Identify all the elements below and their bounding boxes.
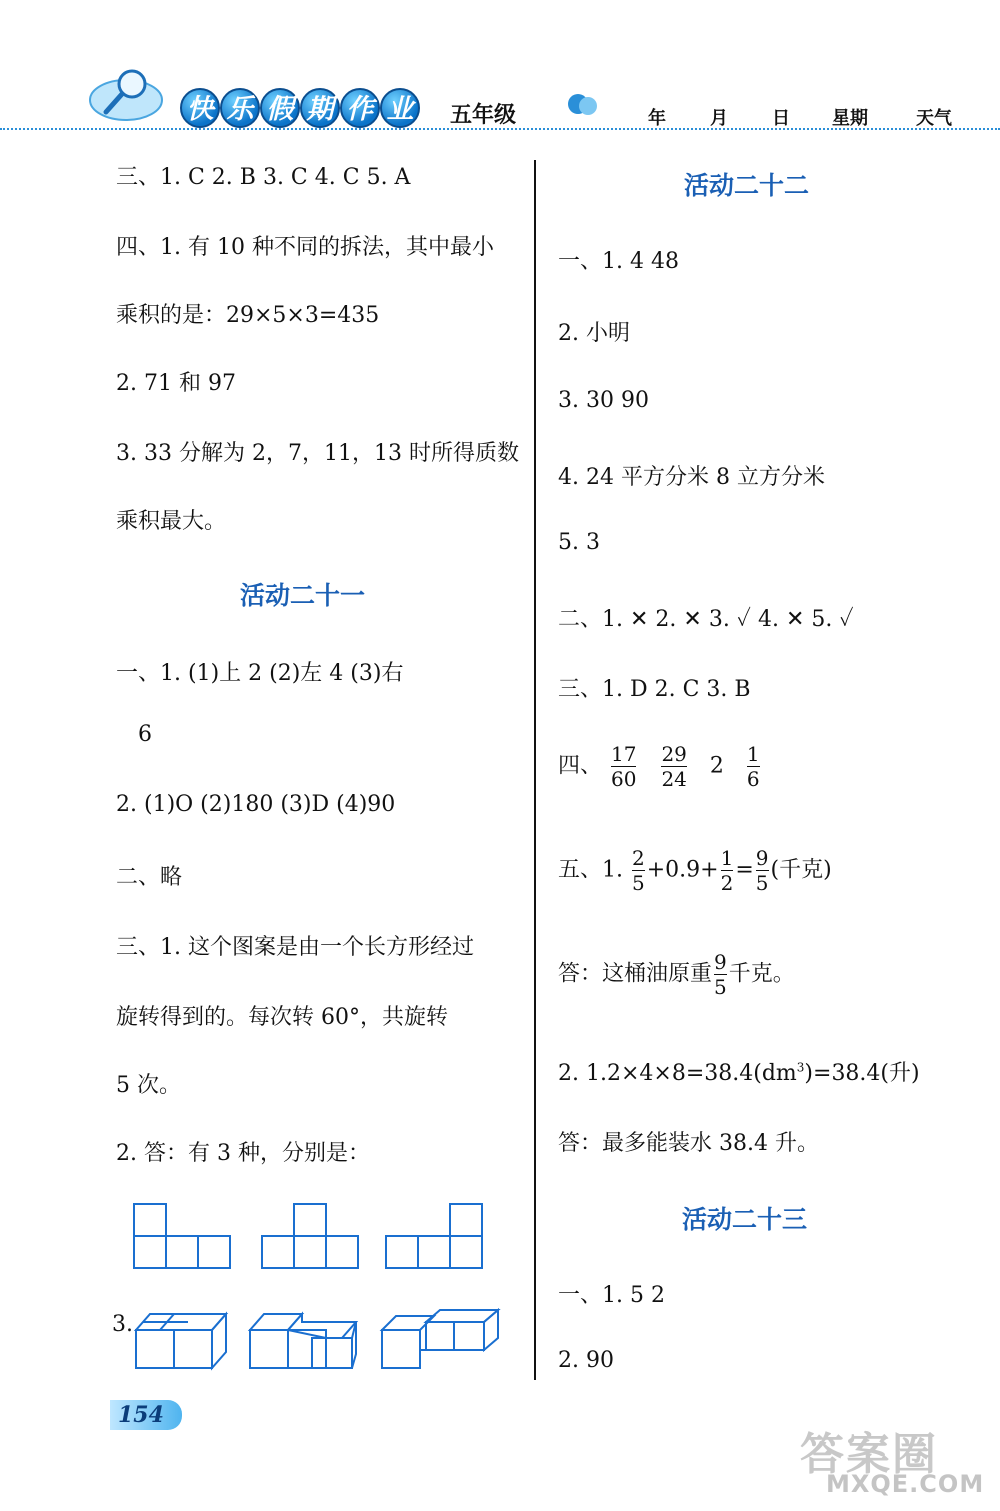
fraction: $\frac{1}{2}$	[720, 846, 734, 895]
answer-line: 2. 71 和 97	[116, 371, 236, 396]
title-char-6: 业	[380, 88, 420, 128]
answer-line	[558, 950, 795, 999]
number: 2	[709, 753, 724, 779]
answer-line: 3. 33 分解为 2，7，11，13 时所得质数	[116, 441, 519, 466]
answer-line: 四、1. 有 10 种不同的拆法，其中最小	[116, 235, 494, 260]
square-figures	[130, 1200, 510, 1272]
weather-label: 天气	[916, 108, 952, 129]
section-heading-22: 活动二十二	[684, 171, 810, 200]
answer-line: 3. 30 90	[558, 388, 649, 413]
answer-line: 二、略	[116, 865, 183, 890]
column-separator	[534, 160, 536, 1380]
answer-line: 三、1. 这个图案是由一个长方形经过	[116, 935, 474, 960]
title-char-4: 期	[300, 88, 340, 128]
fraction-answer-line	[558, 742, 762, 791]
expression: +0.9+	[646, 857, 719, 883]
title-char-2: 乐	[220, 88, 260, 128]
answer-line: 二、1. ✕ 2. ✕ 3. ✓ 4. ✕ 5. ✓	[558, 607, 854, 632]
watermark-bottom: MXQE.COM	[826, 1470, 985, 1498]
fraction: $\frac{17}{60}$	[611, 742, 637, 791]
watermark-top: 答案圈	[800, 1429, 938, 1480]
superscript: 3	[796, 1060, 805, 1075]
equation-line	[558, 1056, 920, 1087]
month-label: 月	[710, 108, 728, 129]
fraction: $\frac{29}{24}$	[661, 742, 687, 791]
answer-line: 3.	[112, 1312, 133, 1337]
year-label: 年	[648, 108, 666, 129]
text: )=38.4(升)	[804, 1061, 920, 1086]
answer-line: 5. 3	[558, 530, 600, 555]
equation-line	[558, 846, 832, 895]
answer-line: 2. 90	[558, 1348, 614, 1373]
prefix: 五、1.	[558, 857, 623, 883]
fraction: $\frac{9}{5}$	[755, 846, 769, 895]
answer-line: 2. 答：有 3 种，分别是：	[116, 1141, 370, 1166]
answer-line: 4. 24 平方分米 8 立方分米	[558, 465, 825, 490]
answer-line: 三、1. C 2. B 3. C 4. C 5. A	[116, 165, 411, 190]
text: 2. 1.2×4×8=38.4(dm	[558, 1061, 797, 1086]
answer-line: 2. 小明	[558, 321, 630, 346]
equals: =	[735, 857, 754, 883]
answer-line: 2. (1)O (2)180 (3)D (4)90	[116, 792, 396, 817]
answer-line: 一、1. (1)上 2 (2)左 4 (3)右	[116, 661, 404, 686]
day-label: 日	[772, 108, 790, 129]
prefix: 四、	[558, 753, 603, 779]
header-divider	[0, 128, 1000, 130]
section-heading-21: 活动二十一	[240, 581, 366, 610]
title-char-5: 作	[340, 88, 380, 128]
title-char-1: 快	[180, 88, 220, 128]
weekday-label: 星期	[832, 108, 868, 129]
answer-line: 乘积最大。	[116, 509, 227, 534]
answer-line: 6	[138, 722, 152, 747]
answer-line: 答：最多能装水 38.4 升。	[558, 1131, 819, 1156]
magnifier-logo-icon	[88, 62, 168, 124]
answer-line: 三、1. D 2. C 3. B	[558, 677, 751, 702]
fraction: $\frac{9}{5}$	[714, 950, 727, 999]
grade-label: 五年级	[450, 103, 517, 128]
answer-line: 旋转得到的。每次转 60°，共旋转	[116, 1005, 448, 1030]
answer-line: 乘积的是：29×5×3=435	[116, 303, 380, 328]
section-heading-23: 活动二十三	[682, 1205, 808, 1234]
cube-figures	[130, 1306, 510, 1374]
answer-line: 一、1. 4 48	[558, 249, 679, 274]
page-number-tab	[110, 1400, 182, 1430]
text: 千克。	[728, 961, 795, 987]
unit: (千克)	[770, 857, 832, 883]
fraction: $\frac{1}{6}$	[746, 742, 760, 791]
text: 答：这桶油原重	[558, 961, 713, 987]
answer-line: 一、1. 5 2	[558, 1283, 665, 1308]
page-number: 154	[118, 1402, 164, 1428]
answer-line: 5 次。	[116, 1073, 181, 1098]
title-char-3: 假	[260, 88, 300, 128]
balls-icon	[566, 90, 600, 120]
fraction: $\frac{2}{5}$	[632, 846, 645, 895]
